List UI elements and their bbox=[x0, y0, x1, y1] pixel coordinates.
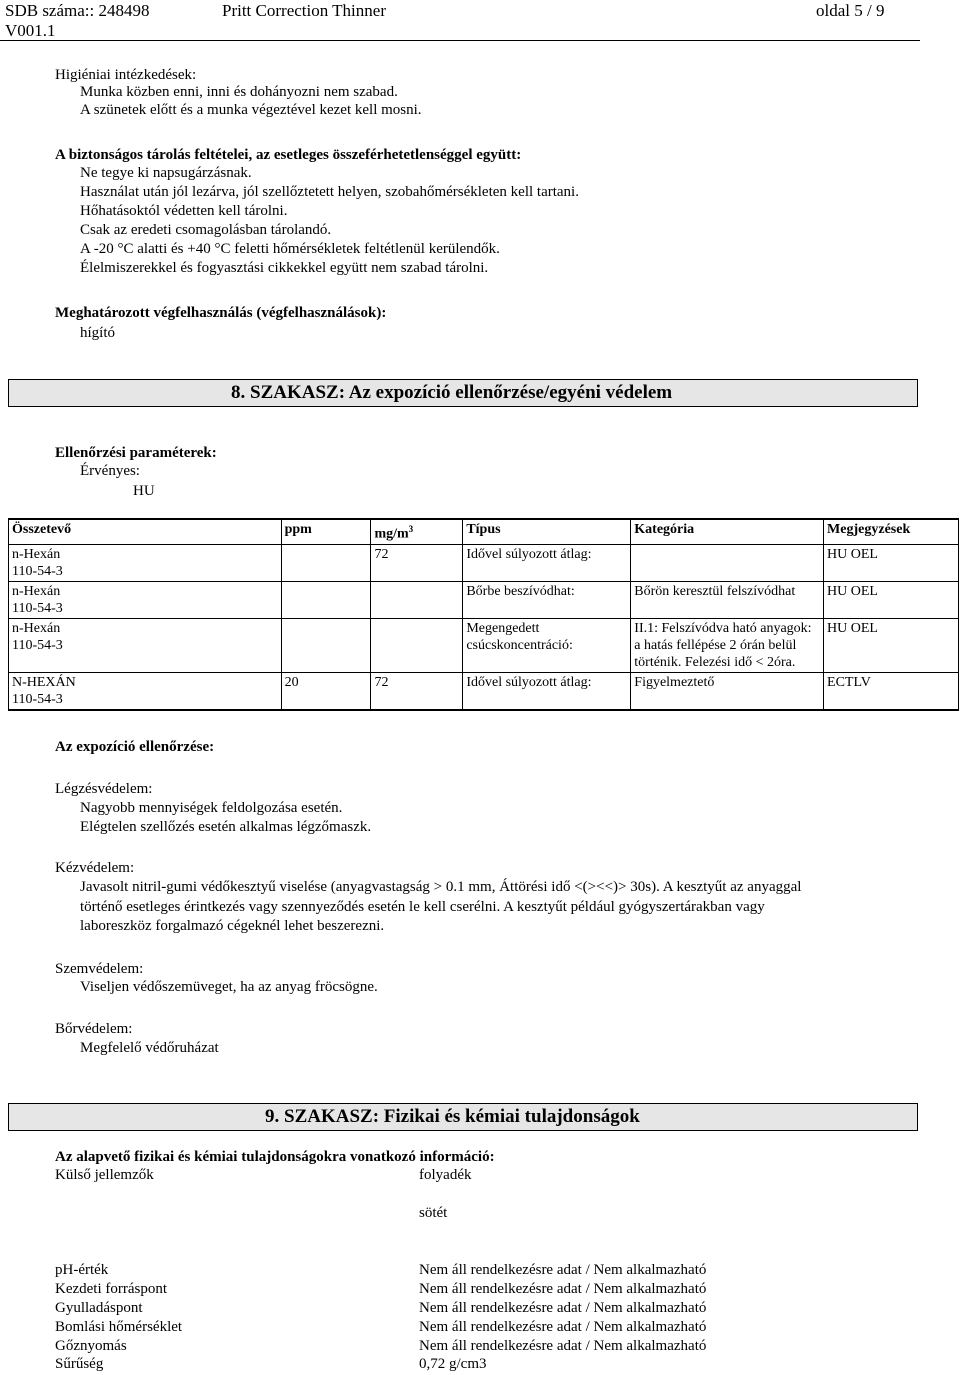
hygiene-line: A szünetek előtt és a munka végeztével kezet kell mosni. bbox=[80, 102, 422, 118]
table-row bbox=[9, 618, 959, 672]
notes-cell: HU OEL bbox=[824, 581, 959, 618]
section9-title: 9. SZAKASZ: Fizikai és kémiai tulajdonságok bbox=[265, 1106, 640, 1127]
storage-title: A biztonságos tárolás feltételei, az esetleges összeférhetetlenséggel együtt: bbox=[55, 147, 522, 163]
table-row bbox=[9, 672, 959, 710]
table-row bbox=[9, 544, 959, 581]
storage-line: Használat után jól lezárva, jól szellőztetett helyen, szobahőmérsékleten kell tartani. bbox=[80, 184, 579, 200]
page-number: oldal 5 / 9 bbox=[816, 1, 885, 20]
color-value: sötét bbox=[419, 1205, 448, 1221]
storage-line: Csak az eredeti csomagolásban tárolandó. bbox=[80, 222, 332, 238]
prop-value: Nem áll rendelkezésre adat / Nem alkalmazható bbox=[419, 1281, 707, 1297]
col-header-ppm: ppm bbox=[281, 519, 371, 544]
prop-label: Bomlási hőmérséklet bbox=[55, 1319, 183, 1335]
type-cell: Idővel súlyozott átlag: bbox=[463, 544, 631, 581]
ppm-cell bbox=[281, 544, 371, 581]
valid-value: HU bbox=[133, 483, 155, 499]
respiratory-line: Nagyobb mennyiségek feldolgozása esetén. bbox=[80, 800, 343, 816]
eye-line: Viseljen védőszemüveget, ha az anyag fröcsögne. bbox=[80, 979, 378, 995]
prop-label: pH-érték bbox=[55, 1262, 109, 1278]
eye-label: Szemvédelem: bbox=[55, 961, 144, 977]
category-cell: Bőrön keresztül felszívódhat bbox=[631, 581, 824, 618]
hygiene-line: Munka közben enni, inni és dohányozni nem szabad. bbox=[80, 84, 398, 100]
respiratory-line: Elégtelen szellőzés esetén alkalmas légzőmaszk. bbox=[80, 819, 372, 835]
col-header-mgm3: $mg/m^3$ bbox=[371, 519, 463, 544]
category-cell: Figyelmeztető bbox=[631, 672, 824, 710]
hygiene-title: Higiéniai intézkedések: bbox=[55, 67, 197, 83]
category-cell: II.1: Felszívódva ható anyagok: a hatás fellépése 2 órán belül történik. Felezési idő < 2óra. bbox=[631, 618, 824, 672]
hand-line: történő esetleges érintkezés vagy szennyeződés esetén le kell cserélni. A kesztyűt például gyógyszertárakban vagy bbox=[80, 899, 765, 915]
exposure-control-title: Az expozíció ellenőrzése: bbox=[55, 739, 215, 755]
sdb-number: SDB száma:: 248498 bbox=[5, 1, 150, 20]
type-cell: Megengedett csúcskoncentráció: bbox=[463, 618, 631, 672]
component-cell: N-HEXÁN 110-54-3 bbox=[9, 672, 282, 710]
section8-title: 8. SZAKASZ: Az expozíció ellenőrzése/egyéni védelem bbox=[231, 382, 673, 403]
ppm-cell: 20 bbox=[281, 672, 371, 710]
section8-heading bbox=[8, 379, 918, 407]
component-cell: n-Hexán 110-54-3 bbox=[9, 544, 282, 581]
storage-line: Hőhatásoktól védetten kell tárolni. bbox=[80, 203, 288, 219]
section9-info-title: Az alapvető fizikai és kémiai tulajdonságokra vonatkozó információ: bbox=[55, 1149, 495, 1165]
mg-cell bbox=[371, 618, 463, 672]
valid-label: Érvényes: bbox=[80, 463, 140, 479]
mg-cell: 72 bbox=[371, 544, 463, 581]
component-cell: n-Hexán 110-54-3 bbox=[9, 618, 282, 672]
prop-value: Nem áll rendelkezésre adat / Nem alkalmazható bbox=[419, 1300, 707, 1316]
section9-heading bbox=[8, 1103, 918, 1131]
prop-label: Sűrűség bbox=[55, 1356, 104, 1372]
prop-value: Nem áll rendelkezésre adat / Nem alkalmazható bbox=[419, 1338, 707, 1354]
storage-line: Élelmiszerekkel és fogyasztási cikkekkel együtt nem szabad tárolni. bbox=[80, 260, 489, 276]
respiratory-label: Légzésvédelem: bbox=[55, 781, 153, 797]
hand-label: Kézvédelem: bbox=[55, 860, 135, 876]
storage-line: Ne tegye ki napsugárzásnak. bbox=[80, 165, 252, 181]
notes-cell: HU OEL bbox=[824, 618, 959, 672]
header-rule bbox=[0, 40, 920, 41]
params-title: Ellenőrzési paraméterek: bbox=[55, 445, 217, 461]
col-header-type: Típus bbox=[463, 519, 631, 544]
col-header-category: Kategória bbox=[631, 519, 824, 544]
prop-value: Nem áll rendelkezésre adat / Nem alkalmazható bbox=[419, 1319, 707, 1335]
table-row bbox=[9, 581, 959, 618]
category-cell bbox=[631, 544, 824, 581]
product-name: Pritt Correction Thinner bbox=[222, 1, 386, 20]
storage-line: A -20 °C alatti és +40 °C feletti hőmérsékletek feltétlenül kerülendők. bbox=[80, 241, 500, 257]
ppm-cell bbox=[281, 581, 371, 618]
end-use-title: Meghatározott végfelhasználás (végfelhasználások): bbox=[55, 305, 387, 321]
component-cell: n-Hexán 110-54-3 bbox=[9, 581, 282, 618]
notes-cell: HU OEL bbox=[824, 544, 959, 581]
appearance-value: folyadék bbox=[419, 1167, 472, 1183]
type-cell: Bőrbe beszívódhat: bbox=[463, 581, 631, 618]
hand-line: laboreszköz forgalmazó cégeknél lehet beszerezni. bbox=[80, 918, 385, 934]
version: V001.1 bbox=[5, 21, 56, 40]
skin-label: Bőrvédelem: bbox=[55, 1021, 133, 1037]
table-header-row bbox=[9, 519, 959, 544]
hand-line: Javasolt nitril-gumi védőkesztyű viselése (anyagvastagság > 0.1 mm, Áttörési idő <(><<)> 30s). A kesztyűt az anyaggal bbox=[80, 879, 802, 895]
prop-label: Gyulladáspont bbox=[55, 1300, 143, 1316]
prop-label: Kezdeti forráspont bbox=[55, 1281, 168, 1297]
mg-cell: 72 bbox=[371, 672, 463, 710]
ppm-cell bbox=[281, 618, 371, 672]
skin-line: Megfelelő védőruházat bbox=[80, 1040, 219, 1056]
type-cell: Idővel súlyozott átlag: bbox=[463, 672, 631, 710]
prop-value: 0,72 g/cm3 bbox=[419, 1356, 487, 1372]
col-header-component: Összetevő bbox=[9, 519, 282, 544]
mg-cell bbox=[371, 581, 463, 618]
exposure-limits-table bbox=[8, 518, 959, 711]
notes-cell: ECTLV bbox=[824, 672, 959, 710]
appearance-label: Külső jellemzők bbox=[55, 1167, 154, 1183]
prop-label: Gőznyomás bbox=[55, 1338, 127, 1354]
end-use-value: hígító bbox=[80, 325, 116, 341]
prop-value: Nem áll rendelkezésre adat / Nem alkalmazható bbox=[419, 1262, 707, 1278]
col-header-notes: Megjegyzések bbox=[824, 519, 959, 544]
